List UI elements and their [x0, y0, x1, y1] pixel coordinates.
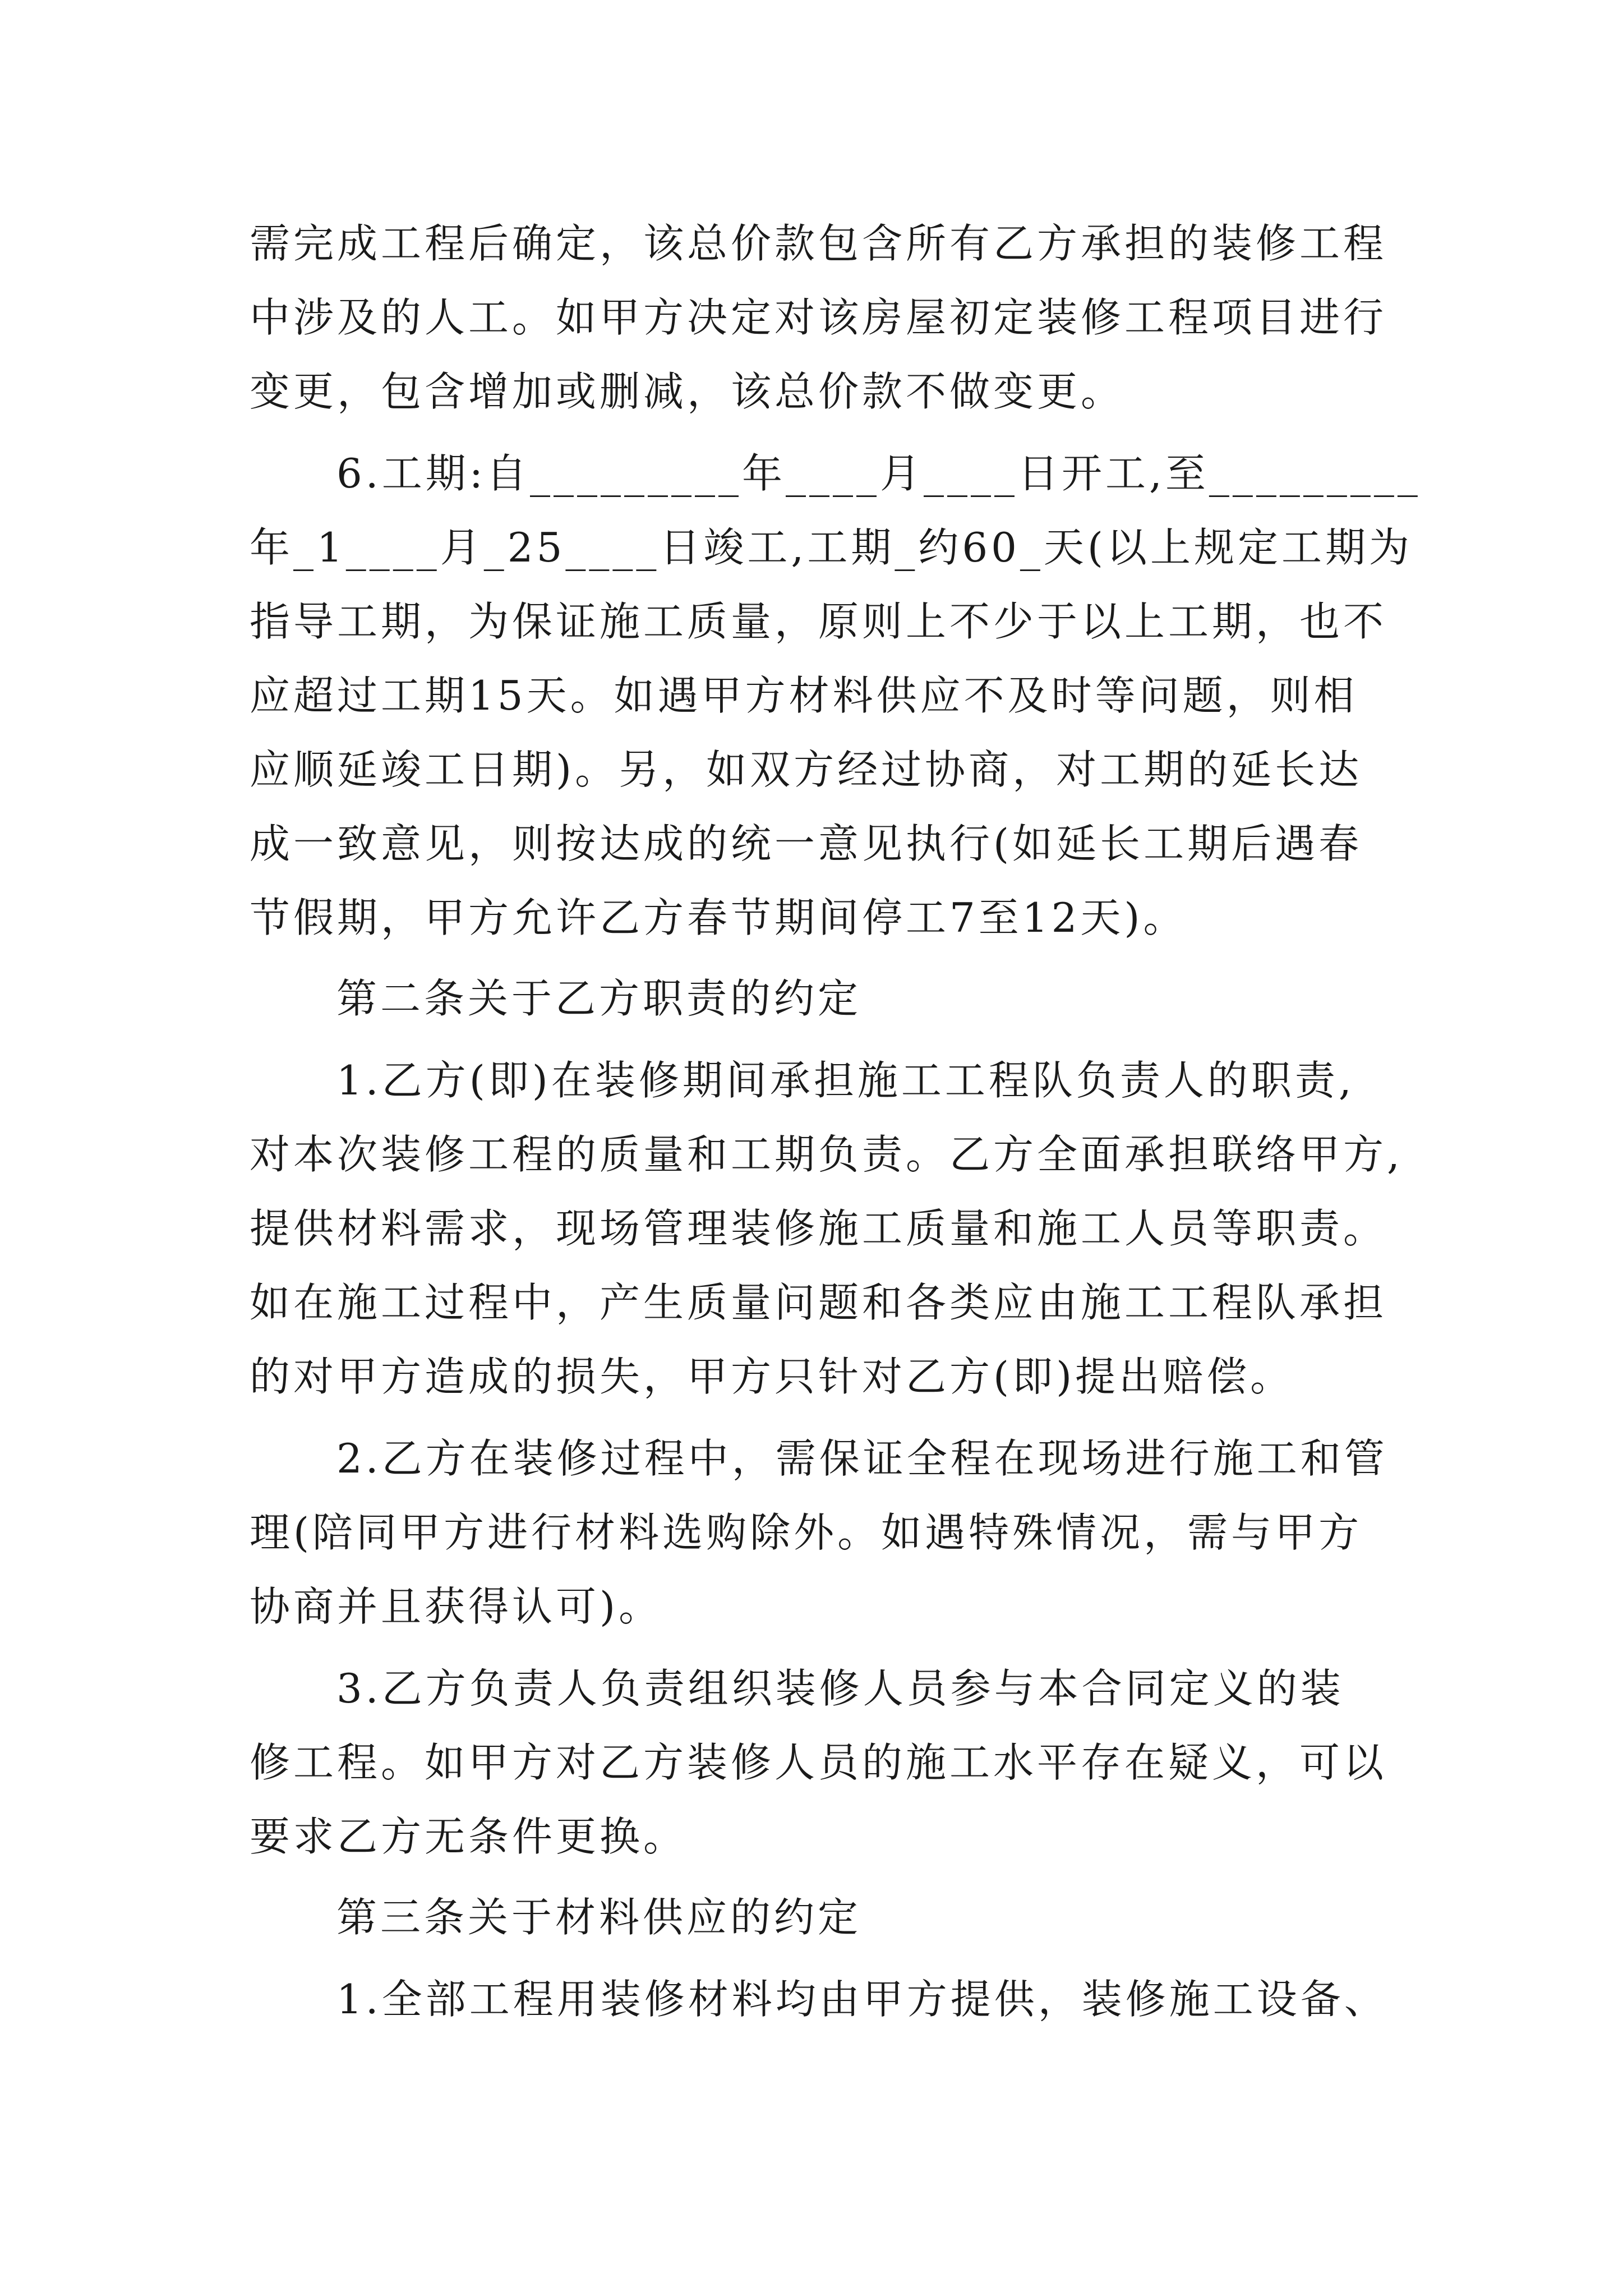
- paragraph-line: 指导工期，为保证施工质量，原则上不少于以上工期，也不: [250, 598, 1387, 645]
- paragraph-line: 年_1____月_25____日竣工,工期_约60_天(以上规定工期为: [250, 524, 1413, 571]
- paragraph-line: 对本次装修工程的质量和工期负责。乙方全面承担联络甲方,: [250, 1131, 1403, 1178]
- paragraph-line: 应超过工期15天。如遇甲方材料供应不及时等问题，则相: [250, 672, 1358, 719]
- paragraph-line: 中涉及的人工。如甲方决定对该房屋初定装修工程项目进行: [250, 294, 1387, 341]
- paragraph-line: 的对甲方造成的损失，甲方只针对乙方(即)提出赔偿。: [250, 1353, 1294, 1400]
- paragraph-line: 需完成工程后确定，该总价款包含所有乙方承担的装修工程: [250, 220, 1387, 267]
- paragraph-line: 提供材料需求，现场管理装修施工质量和施工人员等职责。: [250, 1205, 1387, 1252]
- paragraph-line: 理(陪同甲方进行材料选购除外。如遇特殊情况，需与甲方: [250, 1509, 1363, 1556]
- paragraph-line: 变更，包含增加或删减，该总价款不做变更。: [250, 368, 1125, 415]
- paragraph-line: 协商并且获得认可)。: [250, 1583, 663, 1630]
- paragraph-line: 应顺延竣工日期)。另，如双方经过协商，对工期的延长达: [250, 746, 1363, 793]
- paragraph-line: 成一致意见，则按达成的统一意见执行(如延长工期后遇春: [250, 820, 1363, 867]
- article-3-heading: 第三条关于材料供应的约定: [336, 1894, 862, 1941]
- clause-2-2-line: 2.乙方在装修过程中，需保证全程在现场进行施工和管: [336, 1435, 1388, 1482]
- clause-3-1-line: 1.全部工程用装修材料均由甲方提供，装修施工设备、: [336, 1976, 1388, 2023]
- paragraph-line: 节假期，甲方允许乙方春节期间停工7至12天)。: [250, 894, 1187, 941]
- clause-6-line: 6.工期:自_________年____月____日开工,至_________: [336, 450, 1421, 497]
- paragraph-line: 要求乙方无条件更换。: [250, 1813, 688, 1860]
- clause-2-1-line: 1.乙方(即)在装修期间承担施工工程队负责人的职责,: [336, 1057, 1355, 1104]
- paragraph-line: 修工程。如甲方对乙方装修人员的施工水平存在疑义，可以: [250, 1739, 1387, 1786]
- article-2-heading: 第二条关于乙方职责的约定: [336, 975, 862, 1022]
- paragraph-line: 如在施工过程中，产生质量问题和各类应由施工工程队承担: [250, 1279, 1387, 1326]
- clause-2-3-line: 3.乙方负责人负责组织装修人员参与本合同定义的装: [336, 1665, 1344, 1712]
